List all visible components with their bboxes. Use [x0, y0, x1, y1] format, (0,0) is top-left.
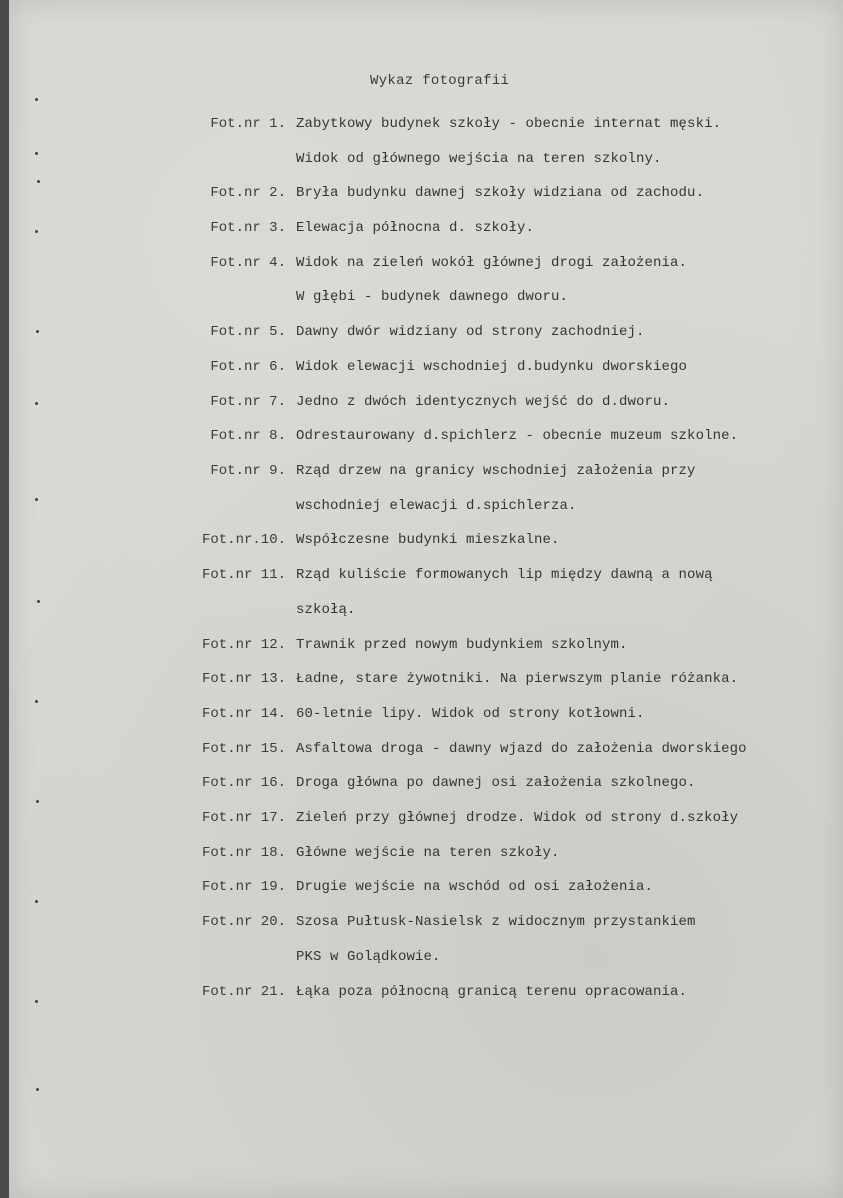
photo-entry-description: Dawny dwór widziany od strony zachodniej. — [296, 324, 645, 341]
photo-entry-description: Główne wejście na teren szkoły. — [296, 844, 560, 861]
photo-entry-description: Szosa Pułtusk-Nasielsk z widocznym przystankiem — [296, 914, 696, 931]
document-page — [9, 0, 843, 1198]
photo-entry-label: Fot.nr 9. — [210, 463, 286, 479]
photo-entry-label: Fot.nr 4. — [210, 254, 286, 271]
photo-entry-description: Zieleń przy głównej drodze. Widok od strony d.szkoły — [296, 810, 739, 826]
margin-speck — [35, 98, 38, 101]
photo-entry-description: Widok na zieleń wokół głównej drogi założenia. — [296, 254, 688, 271]
photo-entry-description: Rząd kuliście formowanych lip między dawną a nową — [296, 567, 713, 584]
photo-entry-label: Fot.nr 15. — [201, 740, 286, 757]
margin-speck — [37, 600, 40, 603]
photo-entry-label: Fot.nr 8. — [210, 428, 286, 445]
margin-speck — [35, 700, 38, 703]
photo-entry-label: Fot.nr 19. — [201, 879, 286, 896]
photo-entry-label: Fot.nr 16. — [201, 775, 286, 792]
margin-speck — [35, 498, 38, 501]
photo-entry-description: Widok elewacji wschodniej d.budynku dworskiego — [296, 358, 688, 375]
photo-entry-description: Rząd drzew na granicy wschodniej założenia przy — [296, 463, 696, 479]
photo-entry-description: PKS w Golądkowie. — [296, 948, 441, 965]
margin-speck — [36, 800, 39, 803]
photo-entry-label: Fot.nr 21. — [201, 983, 286, 1000]
margin-speck — [36, 1088, 39, 1091]
photo-entry-label: Fot.nr 2. — [210, 185, 286, 202]
photo-entry-description: Bryła budynku dawnej szkoły widziana od zachodu. — [296, 185, 705, 202]
photo-entry-label: Fot.nr 17. — [201, 810, 286, 826]
margin-speck — [35, 900, 38, 903]
photo-entry-description: Jedno z dwóch identycznych wejść do d.dworu. — [296, 393, 671, 410]
photo-entry-label: Fot.nr 6. — [210, 358, 286, 375]
photo-entry-description: Drugie wejście na wschód od osi założenia. — [296, 879, 654, 896]
margin-speck — [36, 330, 39, 333]
photo-list — [9, 0, 843, 1198]
margin-speck — [37, 180, 40, 183]
photo-entry-label: Fot.nr 13. — [201, 671, 286, 688]
photo-entry-label: Fot.nr.10. — [201, 532, 286, 549]
photo-entry-label: Fot.nr 18. — [201, 844, 286, 861]
photo-entry-description: Elewacja północna d. szkoły. — [296, 220, 535, 237]
photo-entry-label: Fot.nr 11. — [201, 567, 286, 584]
photo-entry-description: Widok od głównego wejścia na teren szkolny. — [296, 150, 662, 167]
photo-entry-description: W głębi - budynek dawnego dworu. — [296, 289, 569, 306]
photo-entry-label: Fot.nr 7. — [210, 393, 286, 410]
photo-entry-description: Asfaltowa droga - dawny wjazd do założenia dworskiego — [296, 740, 747, 757]
margin-speck — [35, 1000, 38, 1003]
photo-entry-description: wschodniej elewacji d.spichlerza. — [296, 497, 577, 514]
photo-entry-label: Fot.nr 14. — [201, 705, 286, 722]
photo-entry-description: Odrestaurowany d.spichlerz - obecnie muzeum szkolne. — [296, 428, 739, 445]
photo-entry-description: Ładne, stare żywotniki. Na pierwszym planie różanka. — [296, 671, 739, 688]
photo-entry-description: 60-letnie lipy. Widok od strony kotłowni. — [296, 705, 645, 722]
photo-entry-description: Zabytkowy budynek szkoły - obecnie internat męski. — [296, 116, 722, 132]
photo-entry-label: Fot.nr 3. — [210, 220, 286, 237]
photo-entry-label: Fot.nr 5. — [210, 324, 286, 341]
margin-speck — [35, 152, 38, 155]
margin-speck — [35, 230, 38, 233]
photo-entry-label: Fot.nr 20. — [201, 914, 286, 931]
photo-entry-label: Fot.nr 12. — [201, 636, 286, 653]
photo-entry-description: szkołą. — [296, 601, 356, 618]
photo-entry-label: Fot.nr 1. — [210, 116, 286, 132]
photo-entry-description: Trawnik przed nowym budynkiem szkolnym. — [296, 636, 628, 653]
document-title: Wykaz fotografii — [370, 73, 510, 89]
margin-speck — [35, 402, 38, 405]
photo-entry-description: Droga główna po dawnej osi założenia szkolnego. — [296, 775, 696, 792]
photo-entry-description: Współczesne budynki mieszkalne. — [296, 532, 560, 549]
photo-entry-description: Łąka poza północną granicą terenu opracowania. — [296, 983, 688, 1000]
